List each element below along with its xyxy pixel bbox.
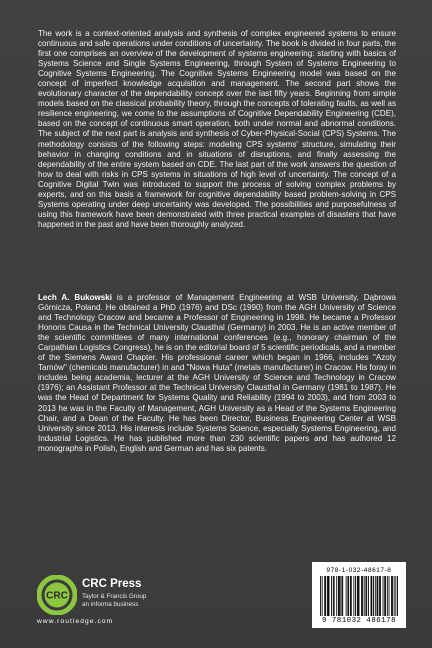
barcode-bar (361, 576, 362, 616)
barcode-bar (329, 576, 330, 616)
barcode-bar (371, 576, 372, 616)
barcode-bar (350, 576, 351, 616)
barcode-bar (366, 576, 367, 616)
barcode-bar (340, 576, 341, 616)
barcode-bar (347, 576, 348, 616)
barcode-bar (346, 576, 347, 616)
barcode-bar (362, 576, 363, 616)
barcode-bar (324, 576, 325, 616)
barcode-bar (397, 576, 398, 616)
barcode-bar (339, 576, 340, 616)
crc-press-logo-icon (37, 575, 77, 615)
barcode-bar (368, 576, 369, 616)
barcode-bar (395, 576, 396, 616)
barcode-bar (373, 576, 374, 616)
publisher-url[interactable]: www.routledge.com (37, 618, 114, 625)
barcode-bar (338, 576, 339, 616)
barcode-bar (383, 576, 384, 616)
barcode-bar (377, 576, 378, 616)
crc-logo-text: CRC (46, 590, 68, 602)
barcode-bar (355, 576, 356, 616)
isbn-top-label: 978-1-032-48617-8 (326, 567, 392, 574)
book-description: The work is a context-oriented analysis and synthesis of complex engineered systems to ensure continuous and safe operations under conditions of uncertainty. The book is divided in four parts, the first one comprises an overview of the development of systems engineering: starting with basics of Systems Science and Single Systems Engineering, through System of Systems Engineering to Cognitive Systems Engineering. The Cognitive Systems Engineering model was based on the concept of imperfect knowledge acquisition and management. The second part shows the evolutionary character of the dependability concept over the last fifty years. Beginning from simple models based on the classical probability theory, through the concepts of tolerating faults, as well as resilience engineering, we come to the assumptions of Cognitive Dependability Engineering (CDE), based on the concept of continuous smart operation, both under normal and abnormal conditions. The subject of the next part is analysis and synthesis of Cyber-Physical-Social (CPS) Systems. The methodology consists of the following steps: modeling CPS systems' structure, simulating their behavior in changing conditions and in situations of disruptions, and finally assessing the dependability of the entire system based on CDE. The last part of the work answers the question of how to deal with risks in CPS systems in situations of high level of uncertainty. The concept of a Cognitive Digital Twin was introduced to support the process of solving complex problems by experts, and on this basis a framework for cognitive dependability based problem-solving in CPS Systems operating under deep uncertainty was developed. The possibilities and purposefulness of using this framework have been demonstrated with three practical examples of disasters that have happened in the past and have been thoroughly analyzed. (38, 29, 396, 229)
author-name: Lech A. Bukowski (38, 293, 112, 302)
publisher-group: Taylor & Francis Group (82, 593, 147, 600)
barcode-bar (385, 576, 386, 616)
author-bio-text: is a professor of Management Engineering at WSB University, Dąbrowa Górnicza, Poland. He obtained a PhD (1976) and DSc (1990) from the AGH University of Science and Technology Cracow and became a Professor of Engineering in 1998. He became a Professor Honoris Causa in the Technical University Clausthal (Germany) in 2003. He is an active member of the scientific committees of many international conferences (e.g., honorary chairman of the Carpathian Logistics Congress), he is on the editorial board of 5 scientific periodicals, and a member of the Siemens Award Chapter. His professional career which began in 1966, includes "Azoty Tarnów" (chemicals manufacturer) in and "Nowa Huta" (metals manufacturer) in Cracow. His foray in includes being academia, lecturer at the AGH University of Science and Technology in Cracow (1976); an Assistant Professor at the Technical University Clausthal in Germany (1981 to 1987). He was the Head of Department for Systems Quality and Reliability (1994 to 2003), and from 2003 to 2013 he was in the Faculty of Management, AGH University as a Head of the Systems Engineering Chair, and a Dean of the Faculty. He has been Director, Business Engineering Center at WSB University since 2013. His interests include Systems Science, especially Systems Engineering, and Industrial Logistics. He has published more than 230 scientific papers and has authored 12 monographs in Polish, English and German and has six patents. (38, 293, 396, 453)
barcode-bar (328, 576, 329, 616)
barcode-bar (384, 576, 385, 616)
barcode-bar (353, 576, 354, 616)
barcode-bar (394, 576, 395, 616)
barcode-bar (392, 576, 393, 616)
barcode-bar (342, 576, 343, 616)
ean-13-barcode (320, 576, 398, 616)
barcode-bar (379, 576, 380, 616)
barcode-bar (375, 576, 376, 616)
barcode-bar (377, 576, 378, 616)
publisher-informa: an informa business (82, 601, 139, 608)
author-bio (38, 293, 396, 454)
barcode-bar (380, 576, 381, 616)
barcode-bar (331, 576, 332, 616)
barcode-bar (334, 576, 335, 616)
barcode-bar (387, 576, 388, 616)
barcode-bar (348, 576, 349, 616)
barcode-bar (391, 576, 392, 616)
publisher-name: CRC Press (82, 578, 142, 590)
barcode-bar (333, 576, 334, 616)
barcode-bar (336, 576, 337, 616)
barcode-bar (365, 576, 366, 616)
isbn-barcode-box (312, 562, 406, 628)
barcode-bar (341, 576, 342, 616)
barcode-bar (327, 576, 328, 616)
barcode-bar (371, 576, 372, 616)
barcode-bar (351, 576, 352, 616)
barcode-bar (325, 576, 326, 616)
barcode-bar (322, 576, 323, 616)
barcode-bar (364, 576, 365, 616)
isbn-bottom-digits: 9 781032 486178 (321, 617, 397, 625)
barcode-bar (357, 576, 358, 616)
barcode-bar (359, 576, 360, 616)
barcode-bar (389, 576, 390, 616)
barcode-bar (320, 576, 321, 616)
barcode-bar (358, 576, 359, 616)
publisher-block (37, 575, 197, 623)
